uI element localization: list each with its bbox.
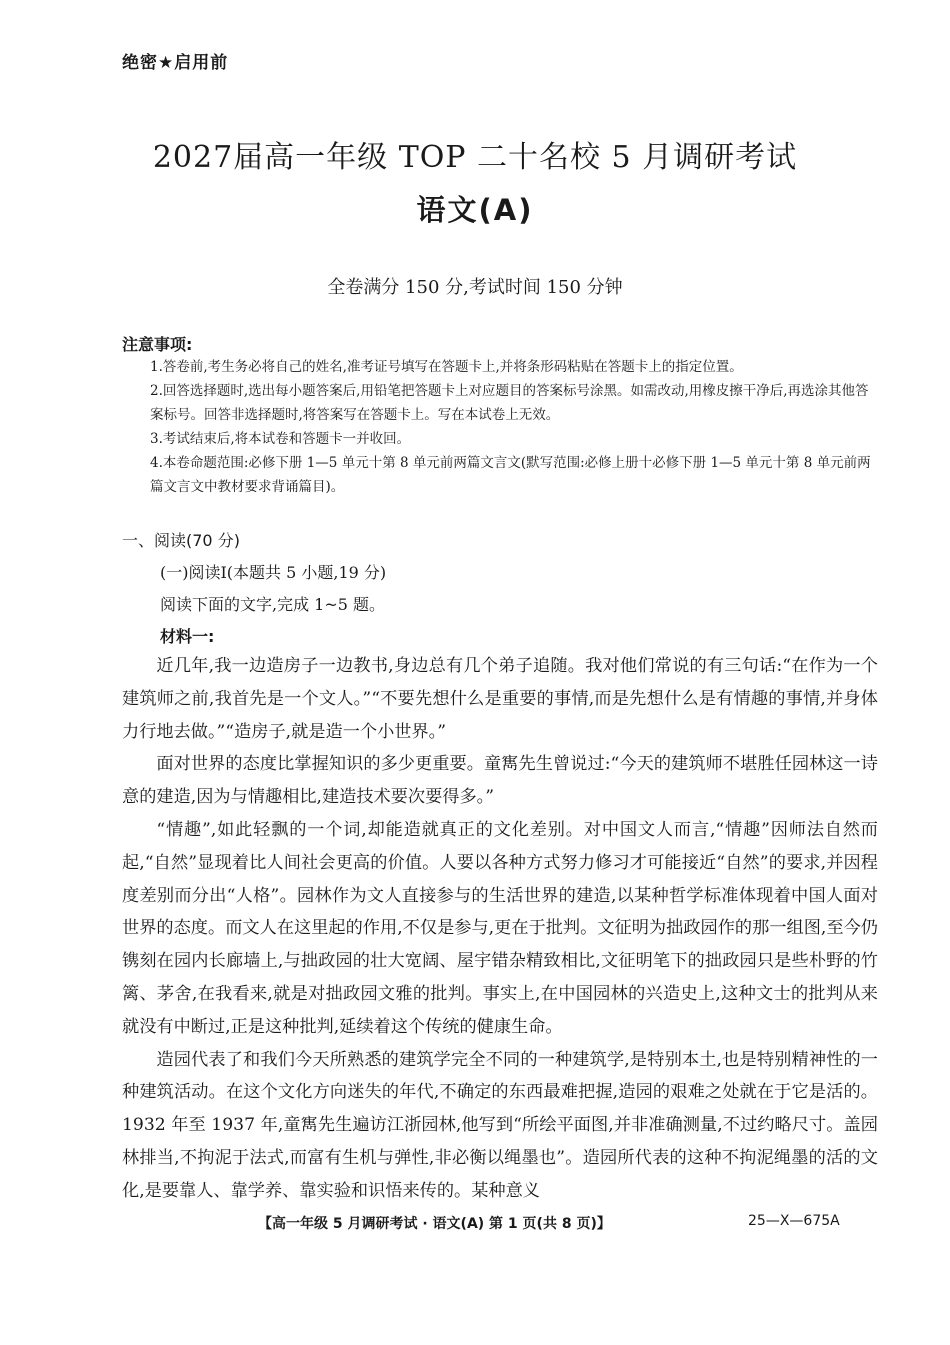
confidential-label: 绝密★启用前 (122, 53, 229, 73)
page-footer: 【高一年级 5 月调研考试 · 语文(A) 第 1 页(共 8 页)】 (258, 1216, 611, 1232)
notice-item: 3.考试结束后,将本试卷和答题卡一并收回。 (150, 431, 411, 447)
notice-item: 2.回答选择题时,选出每小题答案后,用铅笔把答题卡上对应题目的答案标号涂黑。如需改动,用橡皮擦干净后,再选涂其他答案标号。回答非选择题时,将答案写在答题卡上。写在本试卷上无效。 (150, 383, 869, 423)
material-label: 材料一: (160, 627, 215, 646)
instruction: 阅读下面的文字,完成 1~5 题。 (160, 595, 386, 614)
passage-paragraph: 面对世界的态度比掌握知识的多少更重要。童寯先生曾说过:“今天的建筑师不堪胜任园林这一诗意的建造,因为与情趣相比,建造技术要次要得多。” (122, 754, 878, 808)
notice-item: 1.答卷前,考生务必将自己的姓名,准考证号填写在答题卡上,并将条形码粘贴在答题卡上的指定位置。 (150, 359, 743, 375)
subsection-title: (一)阅读Ⅰ(本题共 5 小题,19 分) (160, 563, 387, 582)
notice-item: 4.本卷命题范围:必修下册 1—5 单元十第 8 单元前两篇文言文(默写范围:必修上册十必修下册 1—5 单元十第 8 单元前两篇文言文中教材要求背诵篇目)。 (150, 455, 871, 495)
passage-paragraph: “情趣”,如此轻飘的一个词,却能造就真正的文化差别。对中国文人而言,“情趣”因师法自然而起,“自然”显现着比人间社会更高的价值。人要以各种方式努力修习才可能接近“自然”的要求,并因程度差别而分出“人格”。园林作为文人直接参与的生活世界的建造,以某种哲学标准体现着中国人面对世界的态度。而文人在这里起的作用,不仅是参与,更在于批判。文征明为拙政园作的那一组图,至今仍镌刻在园内长廊墙上,与拙政园的壮大宽阔、屋宇错杂精致相比,文征明笔下的拙政园只是些朴野的竹篱、茅舍,在我看来,就是对拙政园文雅的批判。事实上,在中国园林的兴造史上,这种文士的批判从来就没有中断过,正是这种批判,延续着这个传统的健康生命。 (122, 819, 878, 1037)
score-time-line: 全卷满分 150 分,考试时间 150 分钟 (327, 277, 623, 298)
subject-title: 语文(A) (416, 193, 534, 227)
passage-paragraph: 造园代表了和我们今天所熟悉的建筑学完全不同的一种建筑学,是特别本土,也是特别精神性的一种建筑活动。在这个文化方向迷失的年代,不确定的东西最难把握,造园的艰难之处就在于它是活的。1932 年至 1937 年,童寯先生遍访江浙园林,他写到“所绘平面图,并非准确测量,不过约略尺寸。盖园林排当,不拘泥于法式,而富有生机与弹性,非必衡以绳墨也”。造园所代表的这种不拘泥绳墨的活的文化,是要靠人、靠学养、靠实验和识悟来传的。某种意义 (122, 1049, 878, 1201)
section-title: 一、阅读(70 分) (122, 531, 240, 550)
passage-paragraph: 近几年,我一边造房子一边教书,身边总有几个弟子追随。我对他们常说的有三句话:“在作为一个建筑师之前,我首先是一个文人。”“不要先想什么是重要的事情,而是先想什么是有情趣的事情,并身体力行地去做。”“造房子,就是造一个小世界。” (122, 656, 878, 742)
notice-heading: 注意事项: (122, 335, 193, 354)
notice-list (150, 355, 880, 499)
exam-code: 25—X—675A (748, 1213, 840, 1229)
passage (122, 650, 878, 1208)
exam-title: 2027届高一年级 TOP 二十名校 5 月调研考试 (152, 140, 798, 175)
